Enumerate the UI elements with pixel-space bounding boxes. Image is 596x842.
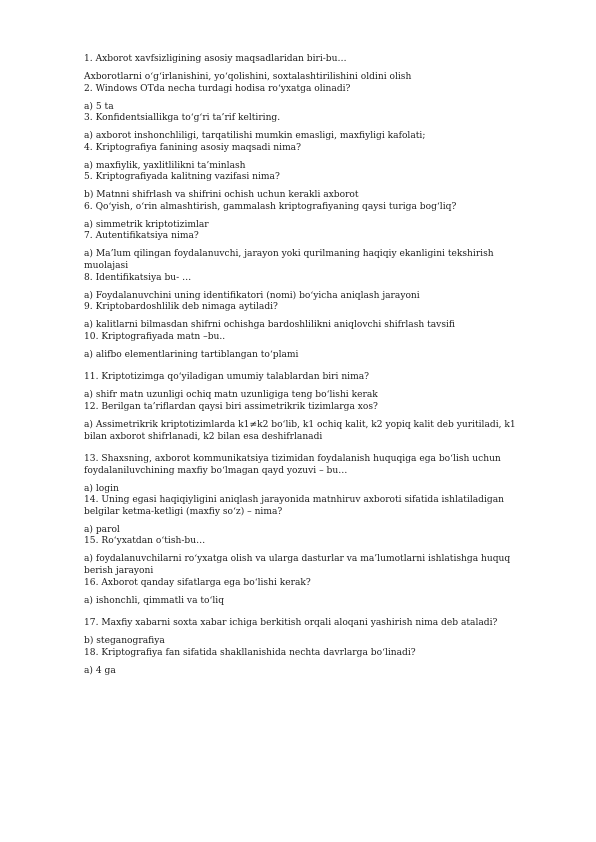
answer-13: a) login [84,483,119,494]
question-6: 6. Qo‘yish, o‘rin almashtirish, gammalash kriptografiyaning qaysi turiga bog‘liq? [84,201,457,212]
answer-1: Axborotlarni o‘g‘irlanishini, yo‘qolishini, soxtalashtirilishini oldini olish [84,71,412,82]
question-16: 16. Axborot qanday sifatlarga ega bo‘lishi kerak? [84,577,311,588]
question-11: 11. Kriptotizimga qo‘yiladigan umumiy talablardan biri nima? [84,372,370,383]
question-1: 1. Axborot xavfsizligining asosiy maqsadlaridan biri-bu… [84,54,347,64]
question-12: 12. Berilgan ta’riflardan qaysi biri assimetrikrik tizimlarga xos? [84,401,378,412]
answer-12: a) Assimetrikrik kriptotizimlarda k1≠k2 bo‘lib, k1 ochiq kalit, k2 yopiq kalit deb yuritiladi, k1 bilan axborot shifrlanadi, k2 bilan esa deshifrlanadi [84,419,516,442]
answer-10: a) alifbo elementlarining tartiblangan to‘plami [84,349,299,360]
answer-15: a) foydalanuvchilarni ro‘yxatga olish va ularga dasturlar va ma’lumotlarni ishlatishga huquq berish jarayoni [84,554,511,577]
answer-18: a) 4 ga [84,665,116,676]
answer-14: a) parol [84,524,120,535]
question-9: 9. Kriptobardoshlilik deb nimaga aytiladi? [84,302,278,313]
answer-17: b) steganografiya [84,636,165,647]
question-10: 10. Kriptografiyada matn –bu.. [84,331,226,342]
question-2: 2. Windows OTda necha turdagi hodisa ro‘yxatga olinadi? [84,83,351,94]
answer-7: a) Ma’lum qilingan foydalanuvchi, jarayon yoki qurilmaning haqiqiy ekanligini tekshirish muolajasi [84,249,494,272]
question-14: 14. Uning egasi haqiqiyligini aniqlash jarayonida matnhiruv axboroti sifatida ishlatiladigan belgilar ketma-ketligi (maxfiy so‘z) – nima? [84,495,505,517]
answer-11: a) shifr matn uzunligi ochiq matn uzunligiga teng bo‘lishi kerak [84,390,378,401]
question-8: 8. Identifikatsiya bu- … [84,272,192,283]
document-page [84,54,534,677]
answer-9: a) kalitlarni bilmasdan shifrni ochishga bardoshlilikni aniqlovchi shifrlash tavsifi [84,320,455,331]
answer-6: a) simmetrik kriptotizimlar [84,219,209,230]
answer-4: a) maxfiylik, yaxlitlilikni ta’minlash [84,160,246,171]
answer-5: b) Matnni shifrlash va shifrini ochish uchun kerakli axborot [84,190,359,201]
question-17: 17. Maxfiy xabarni soxta xabar ichiga berkitish orqali aloqani yashirish nima deb ataladi? [84,618,498,629]
answer-3: a) axborot inshonchliligi, tarqatilishi mumkin emasligi, maxfiyligi kafolati; [84,131,426,142]
answer-16: a) ishonchli, qimmatli va to‘liq [84,595,225,606]
question-5: 5. Kriptografiyada kalitning vazifasi nima? [84,172,280,183]
question-18: 18. Kriptografiya fan sifatida shakllanishida nechta davrlarga bo‘linadi? [84,647,416,658]
question-13: 13. Shaxsning, axborot kommunikatsiya tizimidan foydalanish huquqiga ega bo‘lish uchun foydalaniluvchining maxfiy bo‘lmagan qayd yozuvi – bu… [84,454,501,476]
question-3: 3. Konfidentsiallikga to‘g‘ri ta’rif keltiring. [84,113,281,124]
question-15: 15. Ro‘yxatdan o‘tish-bu… [84,536,206,547]
answer-2: a) 5 ta [84,101,114,112]
question-4: 4. Kriptografiya fanining asosiy maqsadi nima? [84,142,301,153]
answer-8: a) Foydalanuvchini uning identifikatori (nomi) bo‘yicha aniqlash jarayoni [84,290,420,301]
question-7: 7. Autentifikatsiya nima? [84,231,199,242]
